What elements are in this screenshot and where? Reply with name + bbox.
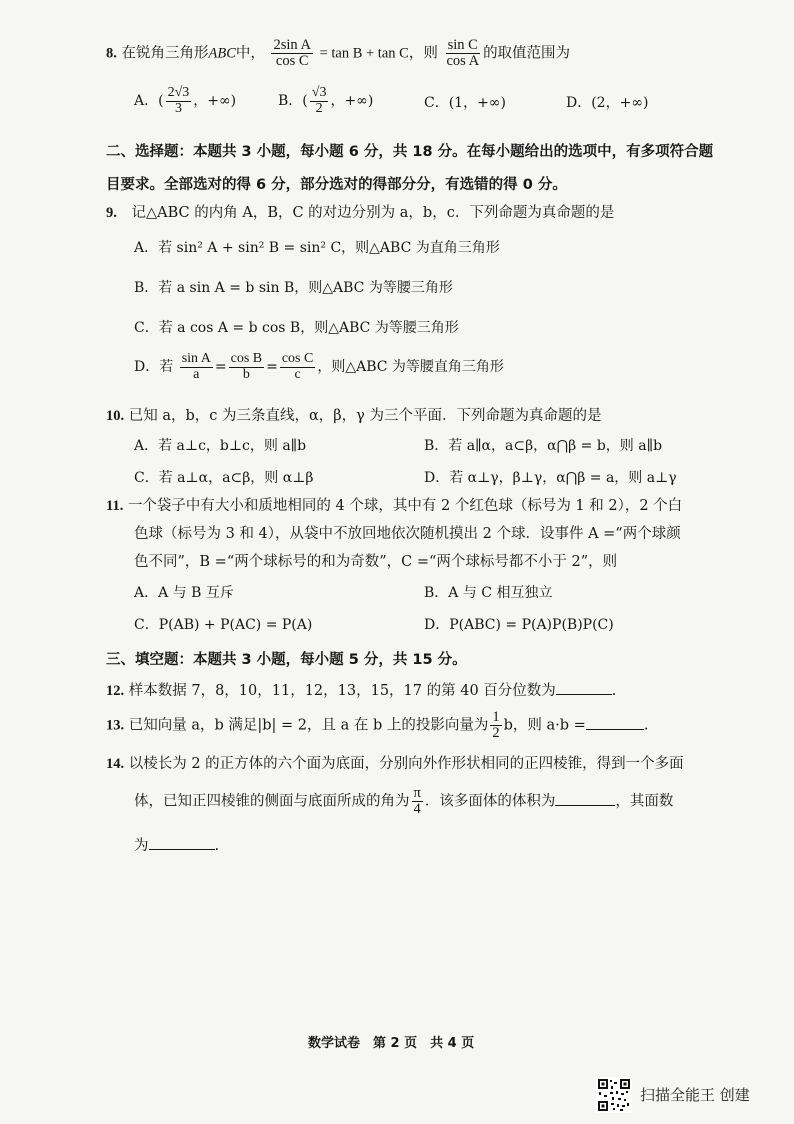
q13-number: 13.	[106, 717, 125, 734]
q13-answer-blank[interactable]	[586, 715, 644, 730]
q9-option-d: D．若 $\frac{\text{sin A}}{a}$ = $\frac{\text{cos B}}{b}$ = $\frac{\text{cos C}}{c}$ ，则△ABC 为等腰直角三角形	[134, 351, 504, 382]
q10-stem: 10. 已知 a，b，c 为三条直线，α，β，γ 为三个平面．下列命题为真命题的是	[106, 408, 602, 424]
q8-option-b: B．( $\frac{√3}{2}$ ，+∞)	[278, 85, 374, 116]
qr-code-icon	[596, 1077, 632, 1113]
q14-volume-blank[interactable]	[555, 791, 615, 806]
q10-option-b: B．若 a∥α，a⊂β，α⋂β = b，则 a∥b	[424, 438, 663, 454]
q8-fraction-1: $\frac{\text{2sin A}}{\text{cos C}}$	[273, 37, 311, 70]
page-footer: 数学试卷 第 2 页 共 4 页	[308, 1036, 475, 1051]
q11-option-b: B．A 与 C 相互独立	[424, 585, 553, 601]
q10-option-a: A．若 a⊥c，b⊥c，则 a∥b	[134, 438, 307, 454]
q13-stem: 13. 已知向量 a，b 满足|b| = 2，且 a 在 b 上的投影向量为 $\frac{1}{2}$ b，则 a·b = .	[106, 709, 649, 742]
q11-stem-line3: 色不同”，B =“两个球标号的和为奇数”，C =“两个球标号都不小于 2”，则	[134, 554, 618, 570]
q14-stem-line1: 14. 以棱长为 2 的正方体的六个面为底面，分别向外作形状相同的正四棱锥，得到一个多面	[106, 756, 684, 772]
q14-stem-line2: 体，已知正四棱锥的侧面与底面所成的角为 $\frac{\pi}{4}$ ．该多面体的体积为 ，其面数	[134, 785, 674, 818]
section-2-heading-line1: 二、选择题：本题共 3 小题，每小题 6 分，共 18 分。在每小题给出的选项中，有多项符合题	[106, 144, 714, 160]
q8-stem: 8. 在锐角三角形ABC中， $\frac{\text{2sin A}}{\text{cos C}}$ = tan B + tan C，则 $\frac{\text{sin C}}{\text{cos A}}$ 的取值范围为	[106, 37, 571, 70]
q10-number: 10.	[106, 408, 125, 424]
q8-fraction-2: $\frac{\text{sin C}}{\text{cos A}}$	[446, 37, 480, 70]
q8-option-d: D．(2，+∞)	[566, 95, 649, 111]
q14-face-count-blank[interactable]	[149, 835, 215, 850]
q9-option-a: A．若 sin² A + sin² B = sin² C，则△ABC 为直角三角形	[134, 240, 500, 256]
q9-stem: 9. 记△ABC 的内角 A，B，C 的对边分别为 a，b，c．下列命题为真命题的是	[106, 205, 615, 221]
q9-option-b: B．若 a sin A = b sin B，则△ABC 为等腰三角形	[134, 280, 453, 296]
q11-option-a: A．A 与 B 互斥	[134, 585, 234, 601]
q9-option-c: C．若 a cos A = b cos B，则△ABC 为等腰三角形	[134, 320, 459, 336]
q11-option-c: C．P(AB) + P(AC) = P(A)	[134, 617, 313, 633]
q10-option-d: D．若 α⊥γ，β⊥γ，α⋂β = a，则 a⊥γ	[424, 470, 677, 486]
q9-number: 9.	[106, 205, 117, 221]
q14-number: 14.	[106, 756, 125, 772]
q8-option-c: C．(1，+∞)	[424, 95, 506, 111]
q8-number: 8.	[106, 45, 117, 62]
section-3-heading: 三、填空题：本题共 3 小题，每小题 5 分，共 15 分。	[106, 652, 467, 668]
q14-stem-line3: 为 .	[134, 834, 219, 855]
q11-stem-line1: 11. 一个袋子中有大小和质地相同的 4 个球，其中有 2 个红色球（标号为 1 和 2），2 个白	[106, 498, 683, 514]
q12-stem: 12. 样本数据 7，8，10，11，12，13，15，17 的第 40 百分位数为 .	[106, 679, 616, 700]
q8-option-a: A．( $\frac{2√3}{3}$ ，+∞)	[134, 85, 237, 116]
q11-number: 11.	[106, 498, 124, 514]
q12-number: 12.	[106, 683, 125, 699]
section-2-heading-line2: 目要求。全部选对的得 6 分，部分选对的得部分分，有选错的得 0 分。	[106, 177, 567, 193]
q11-stem-line2: 色球（标号为 3 和 4），从袋中不放回地依次随机摸出 2 个球．设事件 A =“两个球颜	[134, 526, 681, 542]
scanner-watermark: 扫描全能王 创建	[640, 1086, 750, 1104]
q12-answer-blank[interactable]	[556, 680, 612, 695]
q11-option-d: D．P(ABC) = P(A)P(B)P(C)	[424, 617, 614, 633]
q10-option-c: C．若 a⊥α，a⊂β，则 α⊥β	[134, 470, 314, 486]
